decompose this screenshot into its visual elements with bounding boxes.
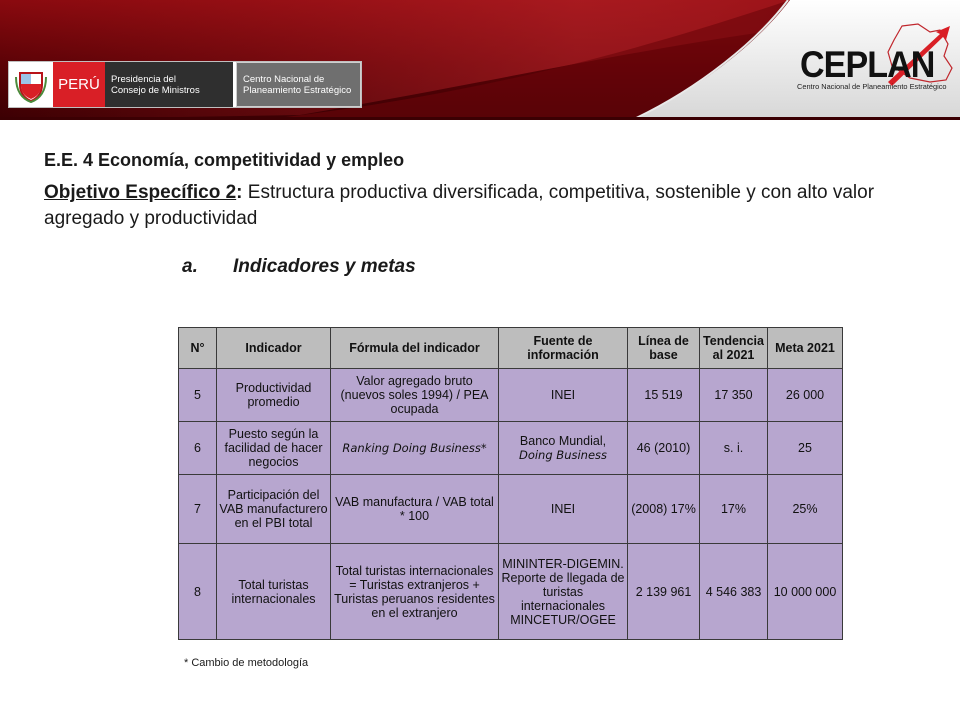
coat-of-arms-icon: [9, 62, 53, 107]
header-linea: Línea de base: [628, 328, 700, 369]
table-row: [179, 475, 843, 544]
cell-indicador: Total turistas internacionales: [217, 544, 331, 640]
ceplan-wordmark: CEPLAN: [800, 44, 935, 85]
objective-colon: :: [236, 182, 243, 203]
footnote: * Cambio de metodología: [184, 657, 309, 669]
section-title: Indicadores y metas: [233, 256, 416, 277]
ceplan-logo: [790, 22, 955, 94]
peru-label: PERÚ: [53, 62, 105, 107]
pcm-line-2: Consejo de Ministros: [111, 84, 200, 96]
objective-statement: [44, 180, 944, 232]
cell-n: 7: [179, 475, 217, 544]
header-banner: [0, 0, 960, 120]
header-tendencia: Tendencia al 2021: [700, 328, 768, 369]
cell-n: 5: [179, 369, 217, 422]
ceplan-line-2: Planeamiento Estratégico: [243, 84, 352, 96]
cell-formula: Total turistas internacionales = Turistas extranjeros + Turistas peruanos residentes en el extranjero: [331, 544, 499, 640]
header-meta: Meta 2021: [768, 328, 843, 369]
cell-fuente: MININTER-DIGEMIN. Reporte de llegada de turistas internacionales MINCETUR/OGEE: [499, 544, 628, 640]
cell-fuente-line-1: Banco Mundial,: [519, 434, 607, 448]
section-letter: a.: [182, 256, 198, 277]
objective-text: Estructura productiva diversificada, competitiva, sostenible y con alto valor agregado y productividad: [44, 182, 875, 229]
header-indicador: Indicador: [217, 328, 331, 369]
cell-tendencia: 17%: [700, 475, 768, 544]
government-logo: [8, 61, 362, 108]
header-n: N°: [179, 328, 217, 369]
cell-tendencia: s. i.: [700, 422, 768, 475]
objective-label: Objetivo Específico 2: [44, 182, 237, 203]
cell-fuente: INEI: [499, 369, 628, 422]
cell-meta: 26 000: [768, 369, 843, 422]
cell-indicador: Productividad promedio: [217, 369, 331, 422]
ceplan-subtitle: Centro Nacional de Planeamiento Estratégico: [797, 82, 947, 91]
pcm-line-1: Presidencia del: [111, 73, 176, 85]
table-row: [179, 422, 843, 475]
cell-formula: VAB manufactura / VAB total * 100: [331, 475, 499, 544]
cell-tendencia: 4 546 383: [700, 544, 768, 640]
cell-indicador: Participación del VAB manufacturero en el PBI total: [217, 475, 331, 544]
cell-indicador: Puesto según la facilidad de hacer negocios: [217, 422, 331, 475]
table-header-row: [179, 328, 843, 369]
cell-linea: 2 139 961: [628, 544, 700, 640]
header-fuente: Fuente de información: [499, 328, 628, 369]
cell-meta: 25%: [768, 475, 843, 544]
cell-n: 6: [179, 422, 217, 475]
cell-fuente: INEI: [499, 475, 628, 544]
pcm-label: [105, 62, 233, 107]
cell-meta: 10 000 000: [768, 544, 843, 640]
table-row: [179, 544, 843, 640]
indicators-table: [178, 327, 843, 640]
cell-n: 8: [179, 544, 217, 640]
ceplan-line-1: Centro Nacional de: [243, 73, 325, 85]
cell-tendencia: 17 350: [700, 369, 768, 422]
cell-meta: 25: [768, 422, 843, 475]
table-row: [179, 369, 843, 422]
header-formula: Fórmula del indicador: [331, 328, 499, 369]
cell-linea: 46 (2010): [628, 422, 700, 475]
cell-linea: 15 519: [628, 369, 700, 422]
cell-linea: (2008) 17%: [628, 475, 700, 544]
cell-formula: Valor agregado bruto (nuevos soles 1994) / PEA ocupada: [331, 369, 499, 422]
section-heading: [182, 256, 416, 278]
slide-title: E.E. 4 Economía, competitividad y empleo: [44, 150, 405, 170]
ceplan-label: [236, 62, 361, 107]
cell-formula: Ranking Doing Business*: [331, 422, 499, 475]
cell-fuente: [499, 422, 628, 475]
cell-fuente-line-2: Doing Business: [518, 448, 608, 462]
